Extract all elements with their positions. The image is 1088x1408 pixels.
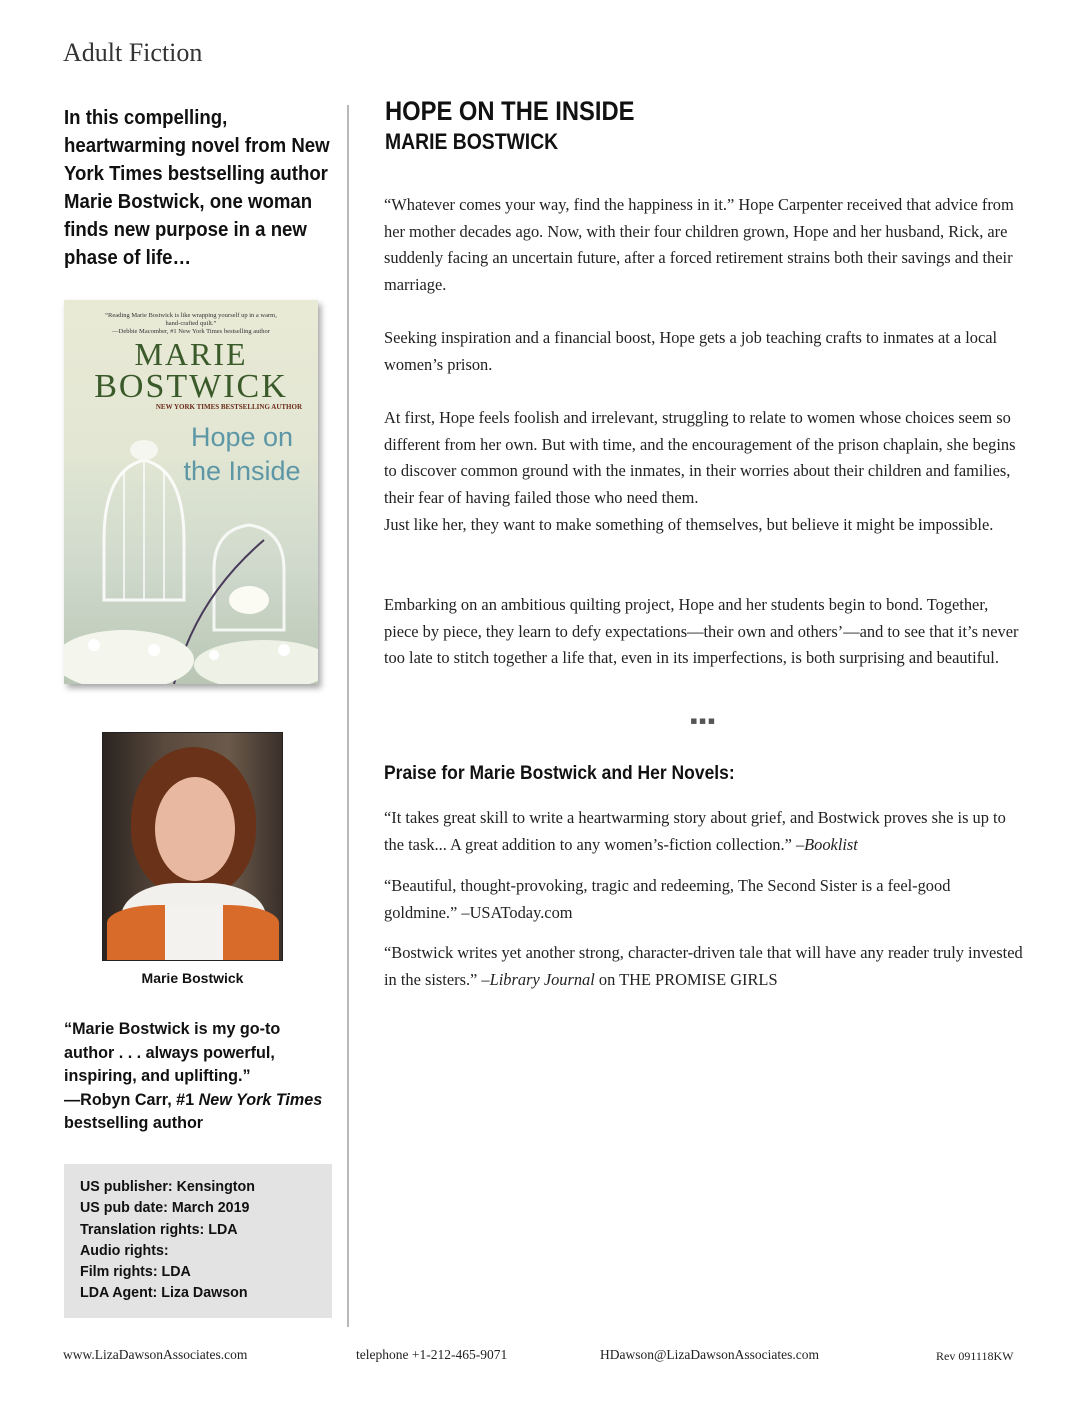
endorsement-attribution-suffix: bestselling author xyxy=(64,1113,204,1132)
cover-nyt-line: NEW YORK TIMES BESTSELLING AUTHOR xyxy=(155,403,302,411)
praise-quote xyxy=(384,805,1024,858)
book-author: MARIE BOSTWICK xyxy=(385,129,559,154)
rights-line: Translation rights: LDA xyxy=(80,1220,238,1238)
description-paragraph: “Whatever comes your way, find the happiness in it.” Hope Carpenter received that advice from her mother decades ago. Now, with their four children grown, Hope and her husband, Rick, are suddenly facing an uncertain future, after a forced retirement strains both their savings and their marriage. xyxy=(384,195,1014,295)
footer-website[interactable]: www.LizaDawsonAssociates.com xyxy=(63,1347,248,1362)
praise-quote xyxy=(384,940,1024,993)
endorsement-attribution-italic: New York Times xyxy=(198,1089,323,1109)
cover-author-first: MARIE xyxy=(134,336,248,372)
description-paragraph: At first, Hope feels foolish and irrelevant, struggling to relate to women whose choices seem so different from her own. But with time, and the encouragement of the prison chaplain, she begins to discover common ground with the inmates, in their worries about their children and families, their fear of having failed those who need them. xyxy=(384,408,1016,508)
cover-title-line: Hope on xyxy=(190,422,294,452)
endorsement-attribution: —Robyn Carr, #1 xyxy=(64,1089,199,1109)
cover-title-line: the Inside xyxy=(183,456,301,486)
description-paragraph: Just like her, they want to make something of themselves, but believe it might be impossible. xyxy=(384,515,994,534)
rights-box xyxy=(64,1164,332,1318)
praise-text: “It takes great skill to write a heartwarming story about grief, and Bostwick proves she is up to the task... A great addition to any women’s-fiction collection.” – xyxy=(384,808,1006,854)
rights-line: Audio rights: xyxy=(80,1241,169,1259)
rights-line: LDA Agent: Liza Dawson xyxy=(80,1284,248,1302)
endorsement-text: “Marie Bostwick is my go-to author . . . always powerful, inspiring, and uplifting.” xyxy=(64,1019,281,1085)
section-separator: ▪▪▪ xyxy=(690,708,717,733)
tagline: In this compelling, heartwarming novel from New York Times bestselling author Marie Bostwick, one woman finds new purpose in a new phase of life… xyxy=(64,107,330,269)
author-photo-caption: Marie Bostwick xyxy=(141,970,244,986)
endorsement-quote xyxy=(64,1017,330,1135)
rights-line: US publisher: Kensington xyxy=(80,1178,255,1195)
description-paragraph: Seeking inspiration and a financial boost, Hope gets a job teaching crafts to inmates at a local women’s prison. xyxy=(384,328,998,374)
praise-text: “Beautiful, thought-provoking, tragic and redeeming, The Second Sister is a feel-good goldmine.” –USAToday.com xyxy=(384,876,951,922)
praise-suffix: on THE PROMISE GIRLS xyxy=(594,969,778,989)
praise-source: Library Journal xyxy=(489,969,595,989)
column-divider xyxy=(347,105,349,1327)
author-photo xyxy=(102,732,283,961)
praise-text: “Bostwick writes yet another strong, character-driven tale that will have any reader truly invested in the sisters.” – xyxy=(384,943,1023,989)
book-title: HOPE ON THE INSIDE xyxy=(385,96,635,126)
category-label: Adult Fiction xyxy=(63,38,203,67)
cover-author-last: BOSTWICK xyxy=(94,368,288,405)
praise-source: Booklist xyxy=(804,834,858,854)
cover-blurb-line: “Reading Marie Bostwick is like wrapping yourself up in a warm, xyxy=(105,312,277,319)
footer-email[interactable]: HDawson@LizaDawsonAssociates.com xyxy=(600,1347,820,1362)
birdcage-illustration xyxy=(64,300,318,684)
cover-blurb-line: hand-crafted quilt.” xyxy=(165,320,217,327)
praise-quote xyxy=(384,873,1024,926)
rights-line: US pub date: March 2019 xyxy=(80,1199,250,1217)
footer-telephone: telephone +1-212-465-9071 xyxy=(356,1347,508,1362)
book-cover-image xyxy=(64,300,318,684)
praise-heading: Praise for Marie Bostwick and Her Novels: xyxy=(384,763,735,784)
footer-revision: Rev 091118KW xyxy=(936,1349,1014,1363)
description-paragraph: Embarking on an ambitious quilting project, Hope and her students begin to bond. Together, piece by piece, they learn to defy expectations—their own and others’—and to see that it’s never too late to stitch together a life that, even in its imperfections, is both surprising and beautiful. xyxy=(384,595,1019,668)
rights-line: Film rights: LDA xyxy=(80,1263,191,1281)
cover-blurb-line: —Debbie Macomber, #1 New York Times bestselling author xyxy=(112,328,270,335)
